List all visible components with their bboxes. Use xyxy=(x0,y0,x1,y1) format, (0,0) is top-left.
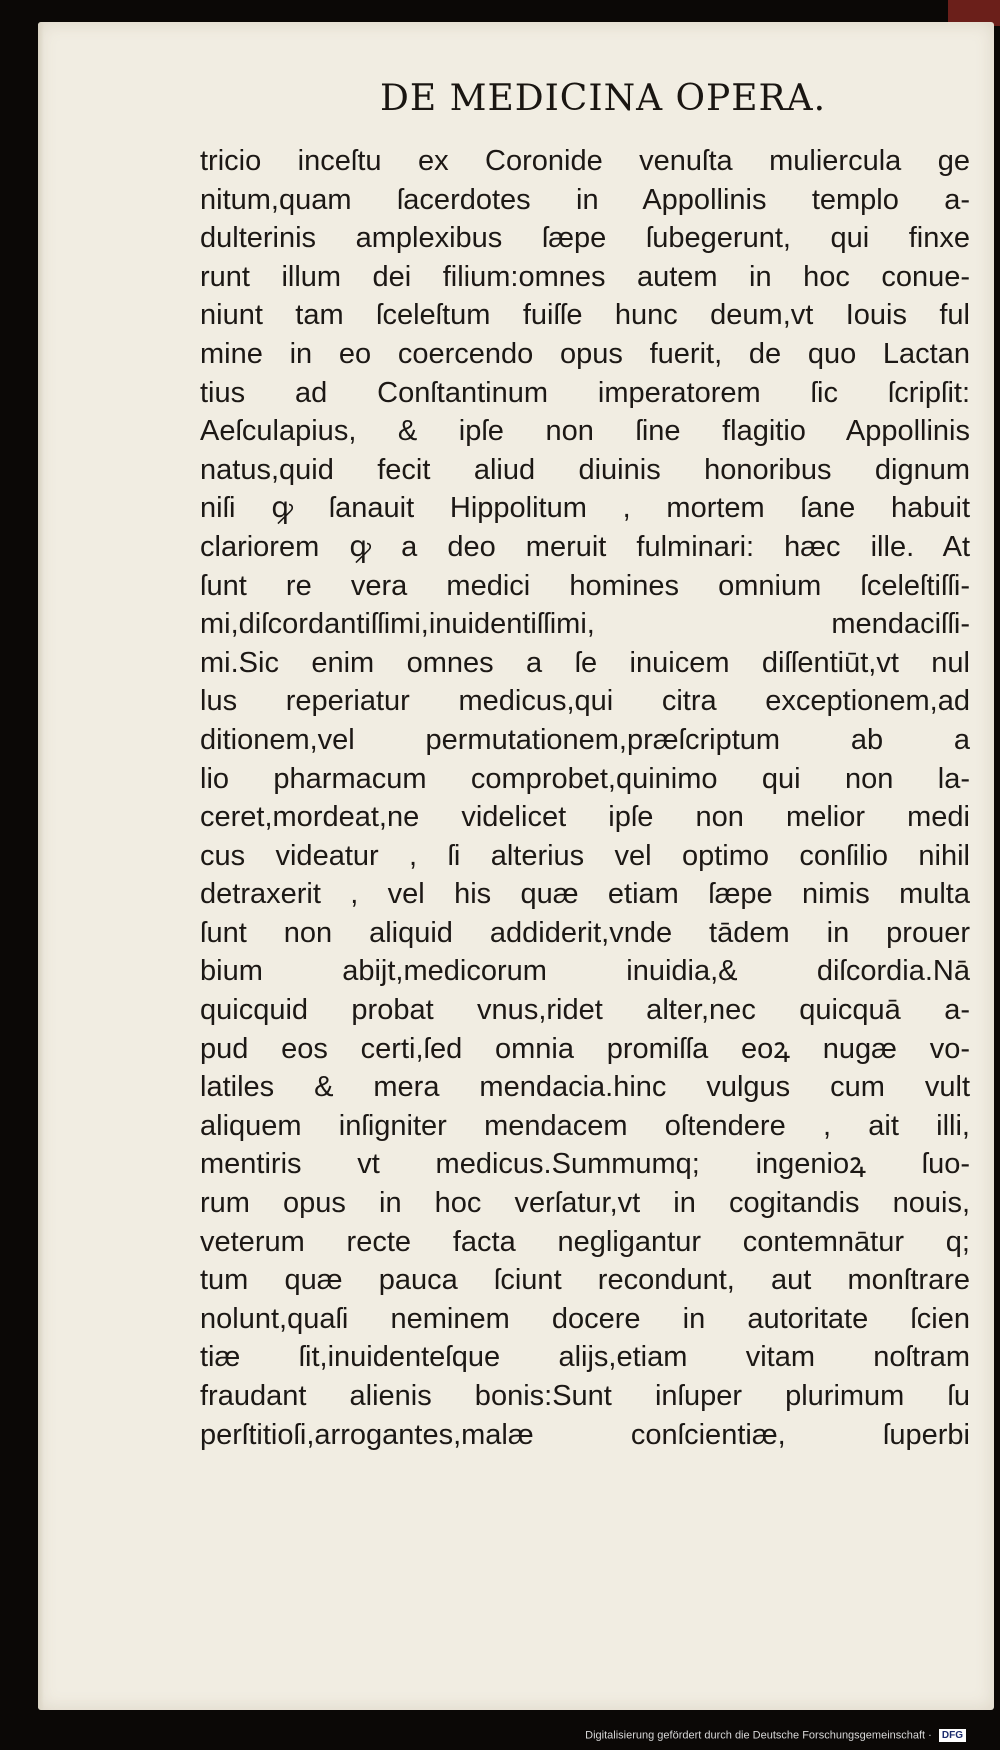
text-line: niſi ꝙ ſanauit Hippolitum , mortem ſane habuit xyxy=(200,492,970,525)
footer-credit-text: Digitalisierung gefördert durch die Deutsche Forschungsgemeinschaft · xyxy=(585,1729,932,1742)
text-line: fraudant alienis bonis:Sunt inſuper plurimum ſu xyxy=(200,1380,970,1412)
dfg-logo: DFG xyxy=(939,1729,966,1742)
text-line: bium abijt,medicorum inuidia,& diſcordia.Nā xyxy=(200,955,970,988)
text-line: latiles & mera mendacia.hinc vulgus cum vult xyxy=(200,1071,970,1104)
text-line: mi,diſcordantiſſimi,inuidentiſſimi, mendaciſſi- xyxy=(200,608,970,641)
text-block xyxy=(200,142,970,1454)
text-line: pud eos certi,ſed omnia promiſſa eoꝝ nugæ vo- xyxy=(200,1032,970,1065)
text-line: perſtitioſi,arrogantes,malæ conſcientiæ, ſuperbi xyxy=(200,1418,970,1451)
text-line: ditionem,vel permutationem,præſcriptum ab a xyxy=(200,723,970,756)
text-line: aliquem inſigniter mendacem oſtendere , ait illi, xyxy=(200,1109,970,1142)
text-line: tricio inceſtu ex Coronide venuſta muliercula ge xyxy=(200,145,970,177)
text-line: mine in eo coercendo opus fuerit, de quo Lactan xyxy=(200,337,970,370)
text-line: ſunt re vera medici homines omnium ſceleſtiſſi- xyxy=(200,569,970,602)
text-line: ſunt non aliquid addiderit,vnde tādem in prouer xyxy=(200,916,970,949)
text-line: lio pharmacum comprobet,quinimo qui non la- xyxy=(200,762,970,795)
text-line: niunt tam ſceleſtum fuiſſe hunc deum,vt Iouis ful xyxy=(200,299,970,332)
text-line: mentiris vt medicus.Summumq; ingenioꝝ ſuo- xyxy=(200,1148,970,1181)
text-line: mi.Sic enim omnes a ſe inuicem diſſentiūt,vt nul xyxy=(200,646,970,679)
running-head: DE MEDICINA OPERA. xyxy=(380,78,827,119)
text-line: cus videatur , ſi alterius vel optimo conſilio nihil xyxy=(200,839,970,872)
text-line: detraxerit , vel his quæ etiam ſæpe nimis multa xyxy=(200,878,970,911)
text-line: tiæ ſit,inuidenteſque alijs,etiam vitam noſtram xyxy=(200,1341,970,1374)
text-line: nolunt,quaſi neminem docere in autoritate ſcien xyxy=(200,1302,970,1335)
text-line: ceret,mordeat,ne videlicet ipſe non melior medi xyxy=(200,801,970,834)
footer-credit xyxy=(585,1729,966,1742)
text-line: lus reperiatur medicus,qui citra exceptionem,ad xyxy=(200,685,970,718)
text-line: tum quæ pauca ſciunt recondunt, aut monſtrare xyxy=(200,1264,970,1297)
text-line: tius ad Conſtantinum imperatorem ſic ſcripſit: xyxy=(200,376,970,409)
text-line: nitum,quam ſacerdotes in Appollinis templo a- xyxy=(200,183,970,216)
text-line: quicquid probat vnus,ridet alter,nec quicquā a- xyxy=(200,994,970,1027)
text-line: natus,quid fecit aliud diuinis honoribus dignum xyxy=(200,453,970,486)
text-line: rum opus in hoc verſatur,vt in cogitandis nouis, xyxy=(200,1187,970,1220)
text-line: dulterinis amplexibus ſæpe ſubegerunt, qui finxe xyxy=(200,222,970,255)
page-edge-shadow xyxy=(38,22,44,1710)
text-line: clariorem ꝙ a deo meruit fulminari: hæc ille. At xyxy=(200,530,970,563)
text-line: runt illum dei filium:omnes autem in hoc conue- xyxy=(200,260,970,293)
text-line: Aeſculapius, & ipſe non ſine flagitio Appollinis xyxy=(200,415,970,448)
text-line: veterum recte facta negligantur contemnātur q; xyxy=(200,1225,970,1258)
